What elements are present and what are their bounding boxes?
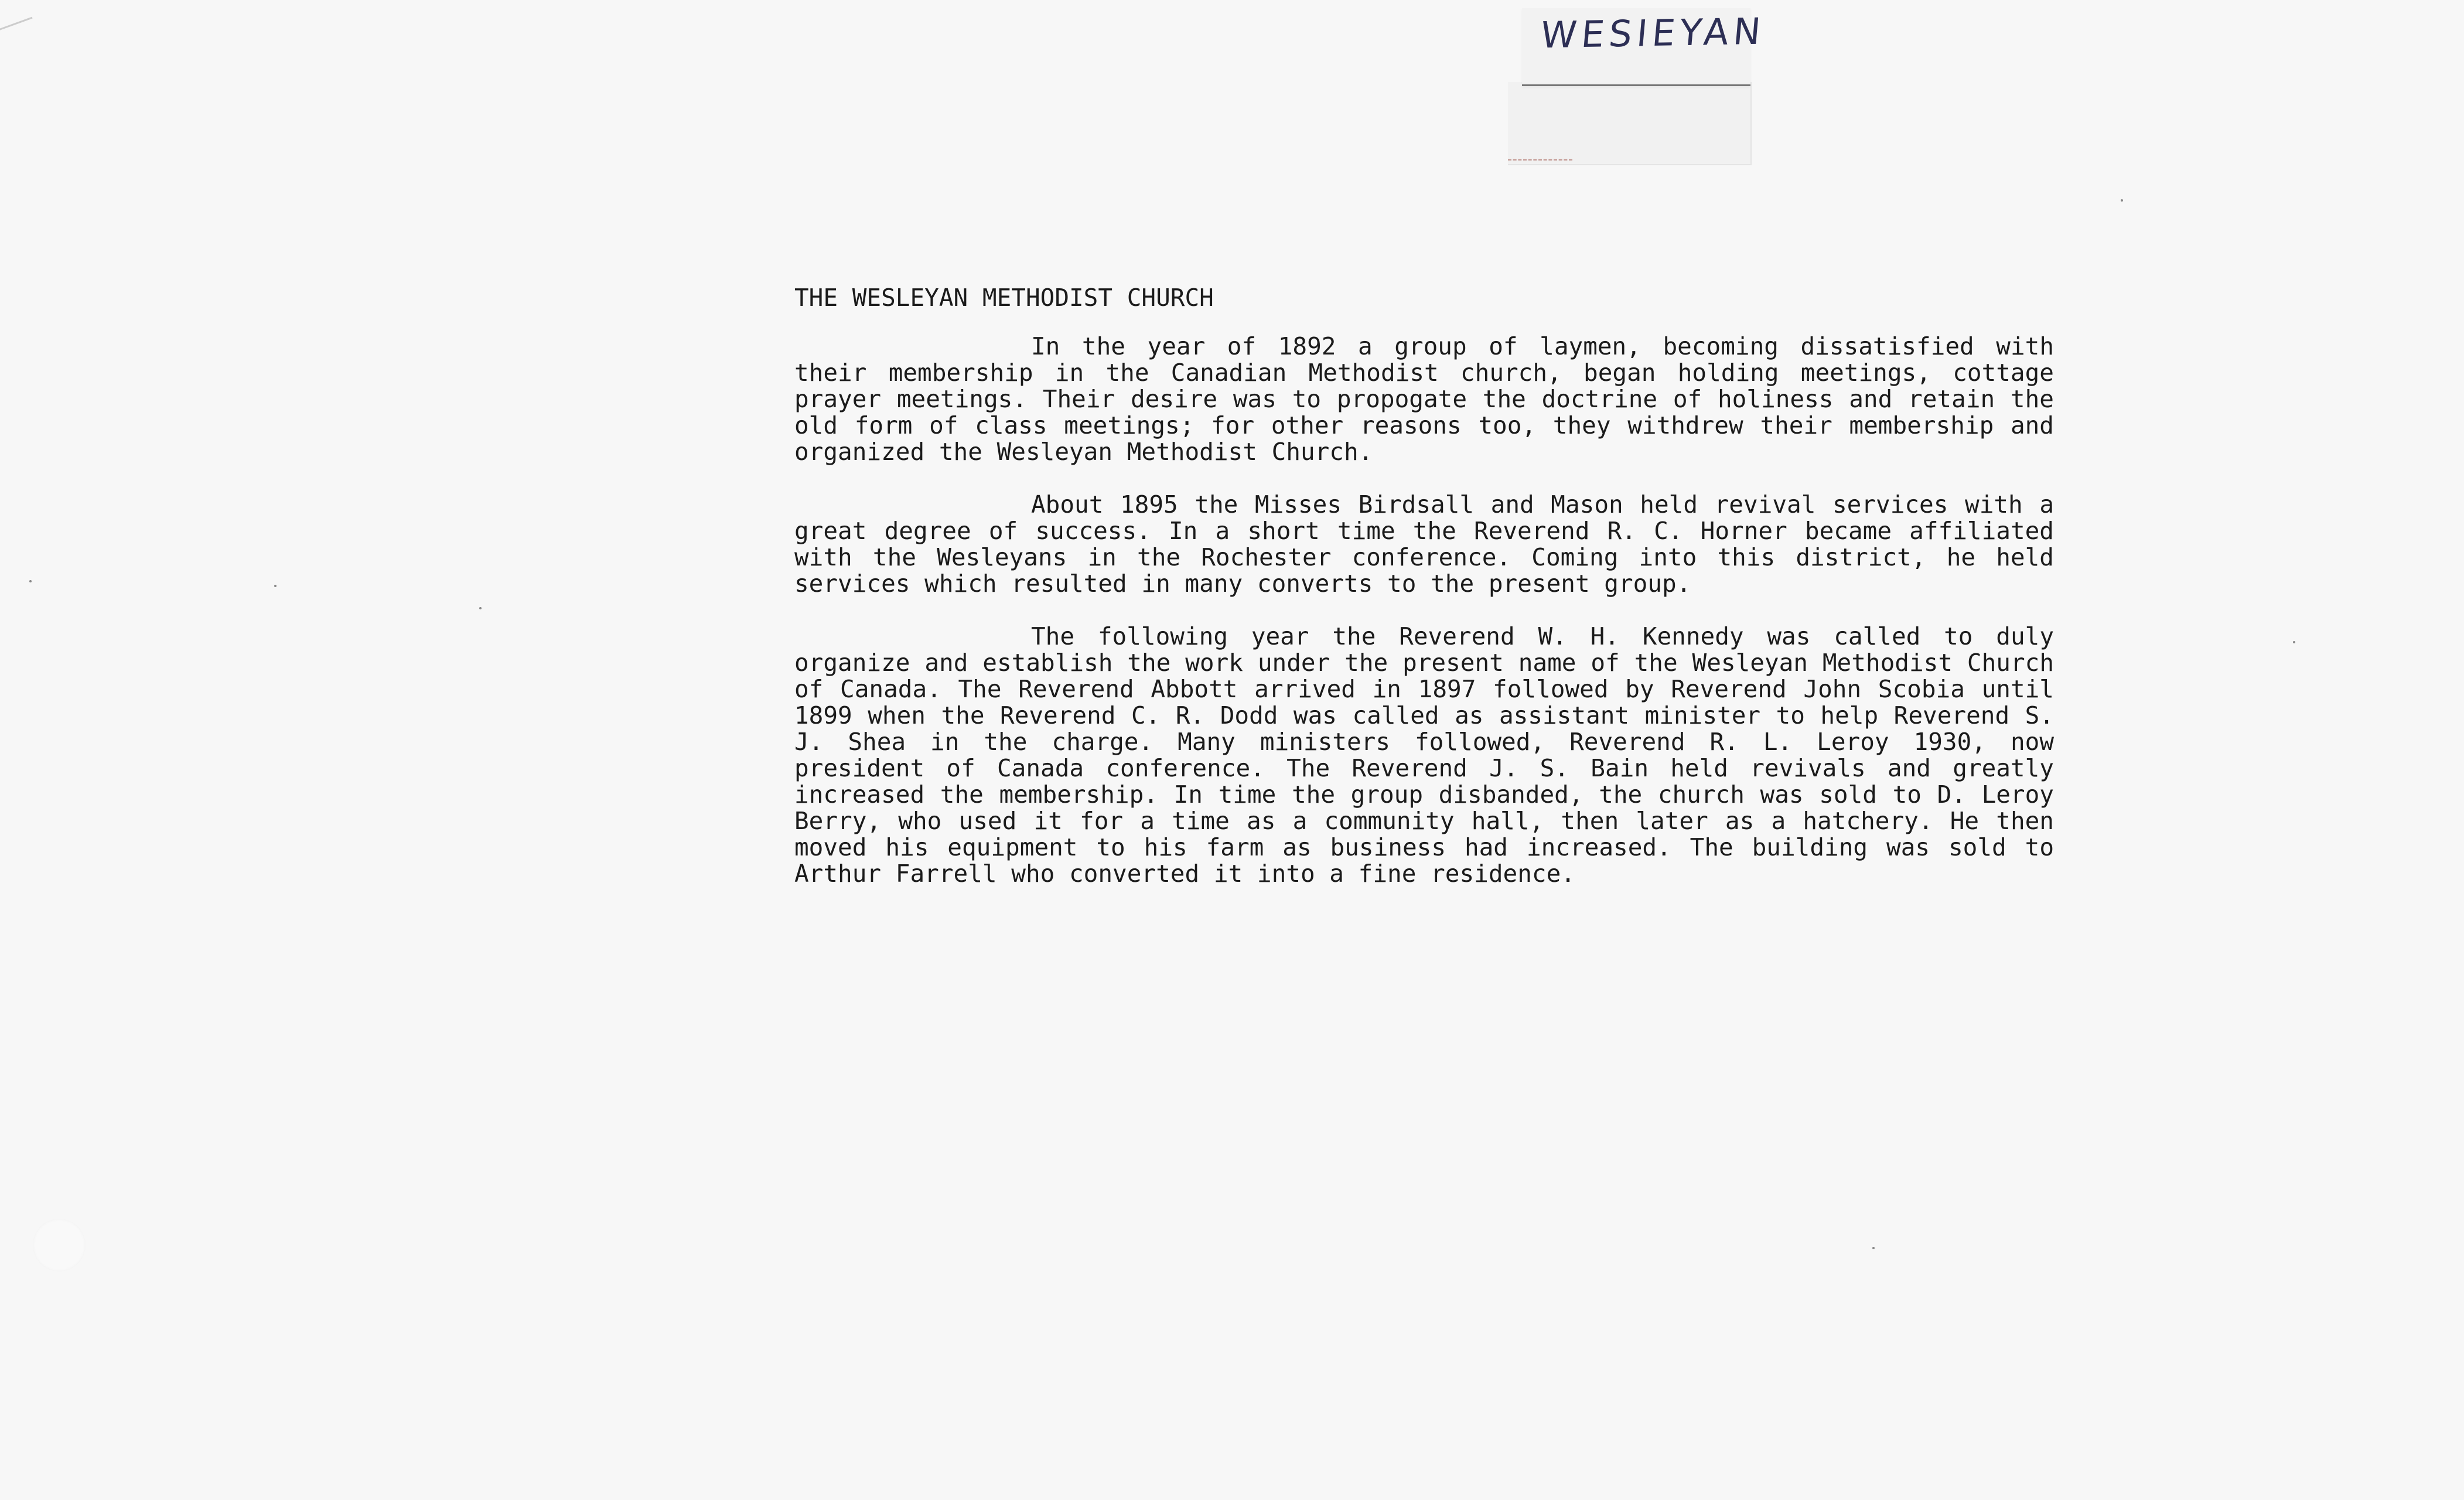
typed-document [794,285,2054,887]
label-tab-rule [1508,159,1572,161]
scan-speck [1872,1247,1875,1249]
scan-speck [274,585,277,587]
paragraph-1: In the year of 1892 a group of laymen, becoming dissatisfied with their membership in the Canadian Methodist church, began holding meetings, cottage prayer meetings. Their desire was to propogate the doctrine of holiness and retain the old form of class meetings; for other reasons too, they withdrew their membership and organized the Wesleyan Methodist Church. [794,332,2054,466]
scan-speck [2293,641,2295,643]
page-edge-mark [0,0,33,30]
document-title: THE WESLEYAN METHODIST CHURCH [794,284,1214,312]
paragraph-2: About 1895 the Misses Birdsall and Mason held revival services with a great degree of success. In a short time the Reverend R. C. Horner became affiliated with the Wesleyans in the Rochester conference. Coming into this district, he held services which resulted in many converts to the present group. [794,490,2054,598]
scan-speck [29,580,32,582]
scan-speck [2121,199,2123,202]
scan-speck [479,607,482,609]
paragraph-3: The following year the Reverend W. H. Kennedy was called to duly organize and establish the work under the present name of the Wesleyan Methodist Church of Canada. The Reverend Abbott arrived in 1897 followed by Reverend John Scobia until 1899 when the Reverend C. R. Dodd was called as assistant minister to help Reverend S. J. Shea in the charge. Many ministers followed, Reverend R. L. Leroy 1930, now president of Canada conference. The Reverend J. S. Bain held revivals and greatly increased the membership. In time the group disbanded, the church was sold to D. Leroy Berry, who used it for a time as a community hall, then later as a hatchery. He then moved his equipment to his farm as business had increased. The building was sold to Arthur Farrell who converted it into a fine residence. [794,622,2054,888]
handwritten-label: WESIEYAN [1538,9,1767,57]
label-tab-lower [1508,82,1752,165]
punch-hole [33,1219,86,1271]
